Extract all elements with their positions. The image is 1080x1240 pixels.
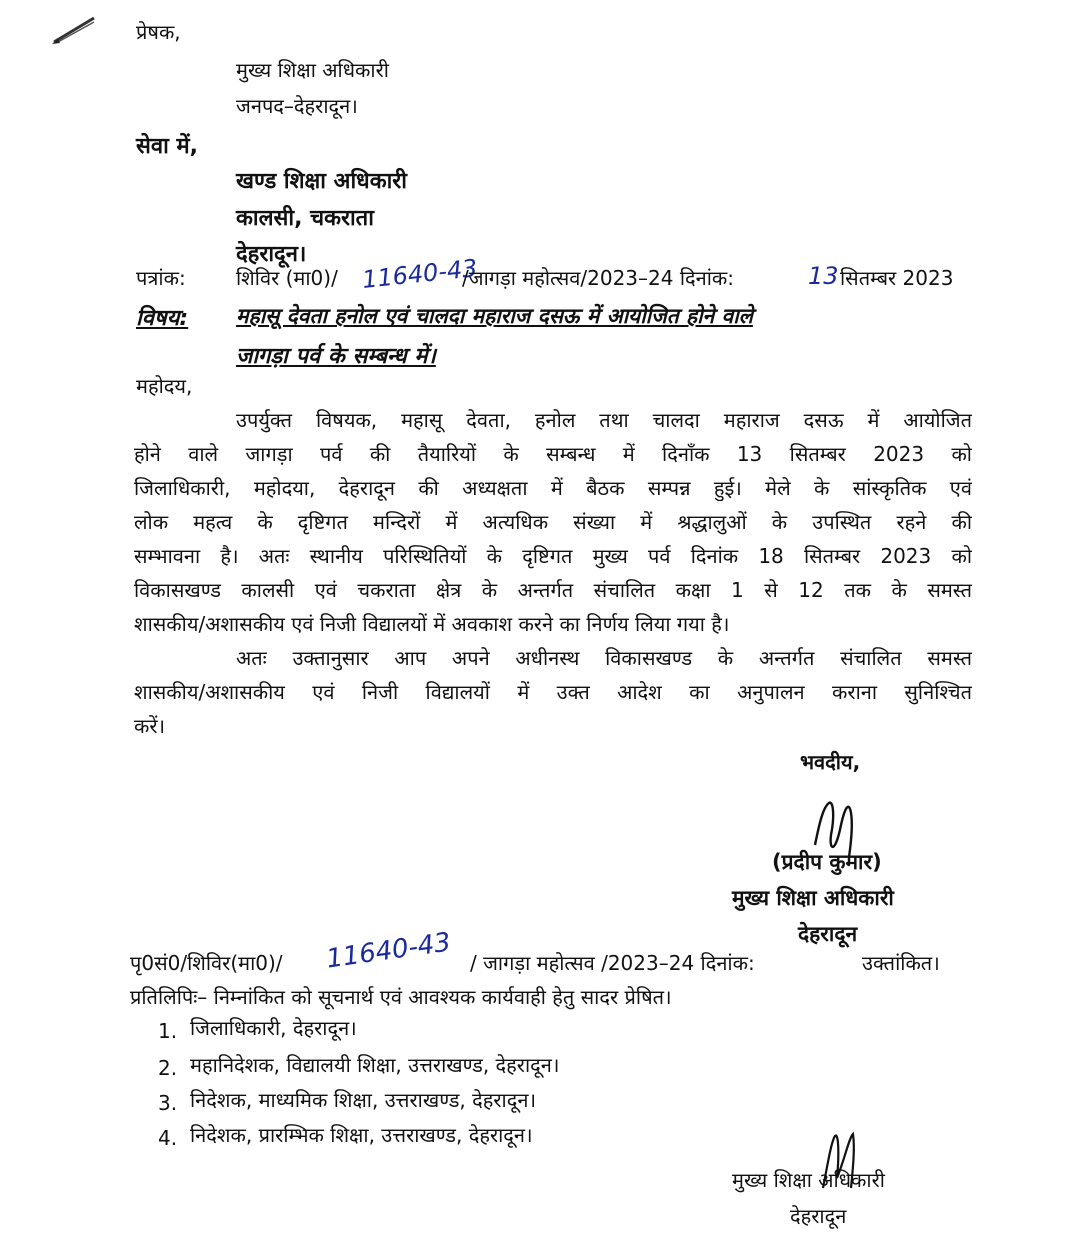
signatory-designation: मुख्य शिक्षा अधिकारी [732, 886, 894, 910]
paragraph-1-line-3: जिलाधिकारी, महोदया, देहरादून की अध्यक्षता में बैठक सम्पन्न हुई। मेले के सांस्कृतिक एवं [134, 476, 972, 500]
reference-month-year: सितम्बर 2023 [840, 266, 954, 290]
footer-signatory-city: देहरादून [790, 1204, 847, 1228]
copy-to-item-4-number: 4. [158, 1126, 178, 1150]
subject-line-1: महासू देवता हनोल एवं चालदा महाराज दसऊ में आयोजित होने वाले [236, 304, 753, 328]
reference-handwritten-number: 11640-43 [360, 254, 479, 294]
copy-to-item-4: निदेशक, प्रारम्भिक शिक्षा, उत्तराखण्ड, देहरादून। [190, 1123, 533, 1147]
sender-officer: मुख्य शिक्षा अधिकारी [236, 58, 389, 82]
paragraph-1-line-1: उपर्युक्त विषयक, महासू देवता, हनोल तथा चालदा महाराज दसऊ में आयोजित [236, 408, 972, 432]
recipient-city: देहरादून। [236, 242, 307, 267]
paragraph-1-line-4: लोक महत्व के दृष्टिगत मन्दिरों में अत्यधिक संख्या में श्रद्धालुओं के उपस्थित रहने की [134, 510, 972, 534]
paragraph-2-line-3: करें। [134, 714, 166, 738]
recipient-label: सेवा में, [136, 134, 198, 159]
recipient-place: कालसी, चकराता [236, 206, 374, 231]
copy-to-item-2: महानिदेशक, विद्यालयी शिक्षा, उत्तराखण्ड, देहरादून। [190, 1053, 560, 1077]
recipient-officer: खण्ड शिक्षा अधिकारी [236, 169, 407, 194]
paragraph-1-line-6: विकासखण्ड कालसी एवं चकराता क्षेत्र के अन्तर्गत संचालित कक्षा 1 से 12 तक के समस्त [134, 578, 972, 602]
copy-reference-handwritten-number: 11640-43 [324, 927, 453, 975]
paragraph-1-line-2: होने वाले जागड़ा पर्व की तैयारियों के सम्बन्ध में दिनाँक 13 सितम्बर 2023 को [134, 442, 972, 466]
closing: भवदीय, [800, 750, 861, 774]
sender-district: जनपद–देहरादून। [236, 94, 358, 118]
reference-suffix: /जागड़ा महोत्सव/2023–24 दिनांक: [462, 266, 734, 290]
copy-to-intro: प्रतिलिपिः– निम्नांकित को सूचनार्थ एवं आवश्यक कार्यवाही हेतु सादर प्रेषित। [130, 985, 672, 1009]
paragraph-2-line-2: शासकीय/अशासकीय एवं निजी विद्यालयों में उक्त आदेश का अनुपालन कराना सुनिश्चित [134, 680, 972, 704]
sender-label: प्रेषक, [136, 20, 181, 44]
copy-reference-date: उक्तांकित। [862, 951, 940, 975]
paragraph-2-line-1: अतः उक्तानुसार आप अपने अधीनस्थ विकासखण्ड के अन्तर्गत संचालित समस्त [236, 646, 972, 670]
footer-signatory-designation: मुख्य शिक्षा अधिकारी [732, 1168, 885, 1192]
paragraph-1-line-5: सम्भावना है। अतः स्थानीय परिस्थितियों के दृष्टिगत मुख्य पर्व दिनांक 18 सितम्बर 2023 को [134, 544, 972, 568]
pen-icon [50, 12, 98, 46]
salutation: महोदय, [136, 374, 193, 398]
copy-to-item-3: निदेशक, माध्यमिक शिक्षा, उत्तराखण्ड, देहरादून। [190, 1088, 537, 1112]
copy-to-item-2-number: 2. [158, 1056, 178, 1080]
reference-prefix: शिविर (मा0)/ [236, 266, 338, 290]
reference-label: पत्रांक: [136, 266, 186, 290]
paragraph-1-line-7: शासकीय/अशासकीय एवं निजी विद्यालयों में अवकाश करने का निर्णय लिया गया है। [134, 612, 730, 636]
copy-to-item-1: जिलाधिकारी, देहरादून। [190, 1016, 357, 1040]
copy-reference-suffix: / जागड़ा महोत्सव /2023–24 दिनांक: [470, 951, 755, 975]
copy-to-item-3-number: 3. [158, 1091, 178, 1115]
subject-line-2: जागड़ा पर्व के सम्बन्ध में। [236, 344, 436, 369]
signatory-city: देहरादून [798, 922, 858, 946]
reference-handwritten-day: 13 [808, 262, 839, 290]
subject-label: विषय: [136, 306, 189, 331]
signatory-name: (प्रदीप कुमार) [772, 850, 882, 874]
copy-to-item-1-number: 1. [158, 1019, 178, 1043]
copy-reference-prefix: पृ0सं0/शिविर(मा0)/ [130, 951, 283, 975]
